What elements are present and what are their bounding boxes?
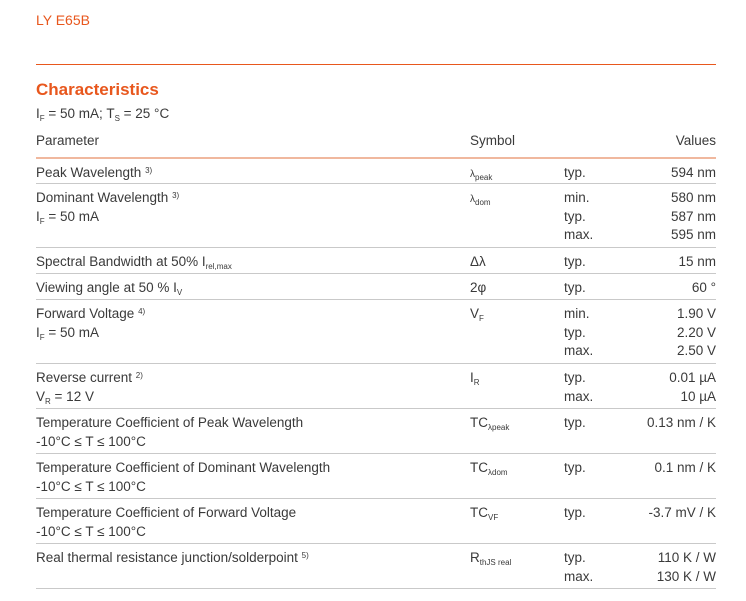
table-row (36, 248, 716, 274)
symbol-subscript: VF (488, 513, 499, 522)
cond-ts-sub: S (114, 114, 120, 123)
qualifier: typ. (564, 324, 586, 340)
value-cell (678, 253, 716, 272)
qualifier-cell (564, 459, 586, 478)
value-cell (692, 279, 716, 298)
value: 60 ° (691, 280, 716, 295)
parameter-subscript: R (45, 396, 51, 406)
qualifier-cell (564, 504, 586, 523)
parameter-cell (36, 549, 309, 568)
value: 2.50 V (676, 343, 716, 359)
parameter-text: I (36, 208, 40, 224)
symbol-subscript: peak (475, 173, 493, 182)
product-name: LY E65B (36, 12, 90, 28)
characteristics-table (36, 159, 716, 589)
parameter-subscript: F (39, 216, 45, 226)
value: 10 µA (680, 388, 716, 404)
qualifier: typ. (564, 415, 586, 430)
parameter-cell (36, 305, 145, 342)
table-row (36, 364, 716, 409)
value: 110 K / W (657, 550, 716, 565)
parameter-cell (36, 459, 330, 496)
value: 587 nm (670, 208, 716, 224)
parameter-line (36, 388, 143, 407)
qualifier: min. (564, 190, 590, 205)
qualifier-cell (564, 253, 586, 272)
symbol-main: λ (470, 169, 475, 180)
parameter-text: Spectral Bandwidth at 50% I (36, 254, 206, 269)
table-row (36, 274, 716, 300)
symbol-main: TC (470, 415, 488, 430)
parameter-text: Real thermal resistance junction/solderpoint (36, 550, 302, 565)
parameter-subscript: V (176, 288, 183, 297)
parameter-line (36, 164, 152, 183)
symbol-main: TC (470, 460, 488, 475)
parameter-line (36, 549, 309, 568)
parameter-cell (36, 279, 182, 298)
parameter-text: = 50 mA (44, 324, 100, 340)
value-cell (671, 164, 716, 183)
parameter-cell (36, 414, 303, 451)
value: 1.90 V (676, 306, 716, 321)
qualifier: typ. (564, 165, 586, 180)
qualifier-cell (564, 164, 586, 183)
symbol-main: TC (470, 505, 488, 520)
parameter-text: -10°C ≤ T ≤ 100°C (36, 478, 146, 494)
qualifier-cell (564, 414, 586, 433)
parameter-subscript: rel,max (205, 262, 232, 271)
symbol-main: 2φ (470, 280, 487, 295)
parameter-line (36, 504, 296, 523)
table-row (36, 300, 716, 364)
value-cell (657, 549, 716, 586)
qualifier: min. (564, 306, 590, 321)
symbol-cell (470, 549, 511, 568)
value: 15 nm (678, 254, 716, 269)
symbol-main: Δλ (470, 254, 486, 269)
column-header-values: Values (675, 133, 716, 148)
qualifier-cell (564, 549, 593, 586)
qualifier: typ. (564, 280, 586, 295)
cond-ts-rest: = 25 °C (119, 106, 170, 121)
parameter-line (36, 305, 145, 324)
parameter-line (36, 433, 303, 452)
parameter-line (36, 324, 145, 343)
parameter-text: V (36, 388, 46, 404)
qualifier: typ. (564, 208, 586, 224)
symbol-cell (470, 253, 486, 272)
value: 580 nm (670, 190, 716, 205)
qualifier: typ. (564, 370, 586, 385)
column-header-symbol: Symbol (470, 133, 516, 148)
parameter-line (36, 253, 232, 272)
parameter-text: = 50 mA (44, 208, 100, 224)
table-row (36, 409, 716, 454)
table-row (36, 454, 716, 499)
footnote-ref: 4) (138, 307, 146, 316)
symbol-cell (470, 164, 492, 185)
symbol-cell (470, 279, 486, 298)
parameter-text: I (36, 324, 40, 340)
value: 594 nm (670, 165, 716, 180)
parameter-line (36, 414, 303, 433)
qualifier-cell (564, 189, 593, 245)
parameter-text: Peak Wavelength (36, 165, 146, 180)
value: 595 nm (670, 227, 716, 243)
qualifier: max. (564, 227, 594, 243)
parameter-text: = 12 V (50, 388, 94, 404)
qualifier: typ. (564, 505, 586, 520)
qualifier: typ. (564, 550, 586, 565)
footnote-ref: 3) (172, 191, 180, 200)
parameter-text: Forward Voltage (36, 306, 139, 321)
symbol-subscript: λpeak (488, 423, 510, 432)
symbol-cell (470, 305, 484, 324)
symbol-subscript: R (473, 378, 480, 387)
footnote-ref: 3) (145, 166, 153, 175)
qualifier-cell (564, 279, 586, 298)
symbol-subscript: dom (475, 198, 491, 207)
parameter-line (36, 208, 179, 227)
parameter-cell (36, 504, 296, 541)
table-row (36, 184, 716, 248)
value-cell (677, 305, 716, 361)
qualifier: max. (564, 343, 594, 359)
table-row (36, 159, 716, 184)
value: 0.01 µA (669, 370, 716, 385)
value: 130 K / W (656, 568, 716, 584)
symbol-subscript: λdom (488, 468, 508, 477)
symbol-cell (470, 414, 509, 433)
symbol-subscript: thJS real (479, 558, 512, 567)
footnote-ref: 5) (301, 551, 309, 560)
value: 2.20 V (676, 324, 716, 340)
parameter-line (36, 279, 182, 298)
parameter-line (36, 459, 330, 478)
symbol-cell (470, 459, 508, 478)
parameter-cell (36, 369, 143, 406)
parameter-line (36, 523, 296, 542)
parameter-text: Temperature Coefficient of Dominant Wavelength (36, 460, 331, 475)
value-cell (654, 459, 716, 478)
symbol-subscript: F (479, 314, 484, 323)
value: 0.13 nm / K (646, 415, 716, 430)
qualifier-cell (564, 369, 593, 406)
cond-if-rest: = 50 mA; T (44, 106, 115, 121)
symbol-cell (470, 504, 498, 523)
table-row (36, 499, 716, 544)
symbol-main: λ (470, 194, 475, 205)
parameter-text: Temperature Coefficient of Peak Wavelength (36, 415, 304, 430)
parameter-text: Temperature Coefficient of Forward Voltage (36, 505, 297, 520)
parameter-line (36, 478, 330, 497)
value-cell (669, 369, 716, 406)
symbol-cell (470, 189, 491, 210)
value: -3.7 mV / K (648, 505, 716, 520)
section-title: Characteristics (36, 80, 159, 99)
parameter-text: Reverse current (36, 370, 136, 385)
parameter-cell (36, 189, 179, 226)
parameter-cell (36, 164, 152, 183)
parameter-line (36, 189, 179, 208)
column-header-parameter: Parameter (36, 133, 100, 148)
qualifier-cell (564, 305, 593, 361)
qualifier: typ. (564, 460, 586, 475)
symbol-main: I (470, 370, 474, 385)
parameter-text: -10°C ≤ T ≤ 100°C (36, 523, 146, 539)
value-cell (647, 414, 716, 433)
value: 0.1 nm / K (654, 460, 716, 475)
test-conditions (36, 106, 169, 121)
cond-if-sub: F (39, 114, 45, 123)
table-row (36, 544, 716, 589)
value-cell (671, 189, 716, 245)
qualifier: max. (564, 388, 594, 404)
parameter-text: Dominant Wavelength (36, 190, 173, 205)
qualifier: max. (564, 568, 594, 584)
parameter-subscript: F (39, 332, 45, 342)
symbol-main: R (470, 550, 480, 565)
footnote-ref: 2) (135, 371, 143, 380)
parameter-line (36, 369, 143, 388)
parameter-text: Viewing angle at 50 % I (36, 280, 177, 295)
value-cell (648, 504, 716, 523)
symbol-cell (470, 369, 480, 388)
symbol-main: V (470, 306, 480, 321)
parameter-cell (36, 253, 232, 272)
parameter-text: -10°C ≤ T ≤ 100°C (36, 433, 146, 449)
header-divider (36, 64, 716, 65)
qualifier: typ. (564, 254, 586, 269)
cond-if: I (36, 106, 40, 121)
